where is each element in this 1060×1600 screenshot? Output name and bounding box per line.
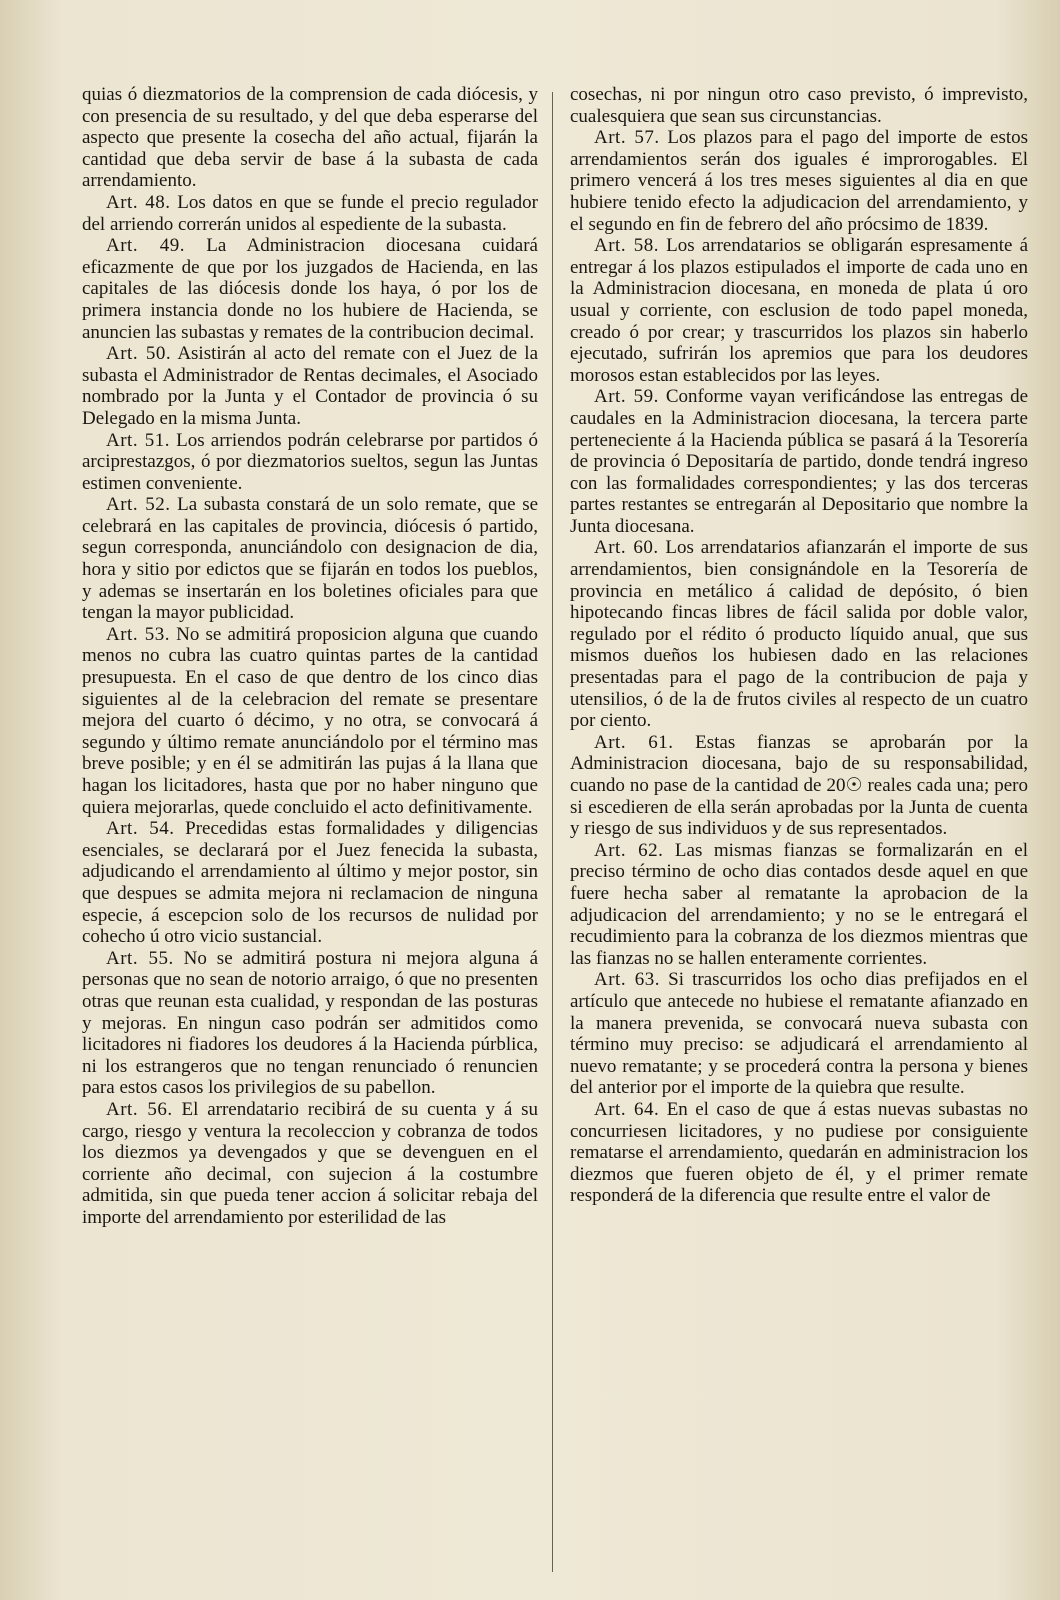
- article-text: El arrendatario recibirá de su cuenta y á su cargo, riesgo y ventura la recoleccion y cobranza de todos los diezmos ya devengados y que se devenguen en el corriente año decimal, con sujecion á la costumbre admitida, sin que pueda tener accion á solicitar rebaja del importe del arrendamiento por esterilidad de las: [82, 1098, 538, 1228]
- article-53: [82, 624, 538, 818]
- article-label: Art. 49.: [106, 235, 186, 257]
- article-label: Art. 52.: [106, 494, 171, 516]
- article-text: La subasta constará de un solo remate, que se celebrará en las capitales de provincia, diócesis ó partido, segun corresponda, anunciándolo con designacion de dia, hora y sitio por edictos que se fijarán en todos los pueblos, y ademas se insertarán en los boletines oficiales para que tengan la mayor publicidad.: [82, 494, 539, 624]
- article-label: Art. 60.: [594, 537, 659, 559]
- article-label: Art. 50.: [106, 343, 172, 365]
- column-divider: [552, 92, 553, 1572]
- article-48: [82, 192, 538, 235]
- article-label: Art. 53.: [106, 623, 170, 645]
- article-55: [82, 948, 538, 1099]
- article-text: Las mismas fianzas se formalizarán en el preciso término de ocho dias contados desde aquel en que fuere hecha saber al rematante la aprobacion de la adjudicacion del arrendamiento; y no se le entregará el recudimiento para la cobranza de los diezmos mientras que las fianzas no se hallen enteramente corrientes.: [570, 839, 1029, 969]
- article-63: [570, 969, 1028, 1099]
- article-text: Los arrendatarios se obligarán espresamente á entregar á los plazos estipulados el importe de cada uno en la Administracion diocesana, en moneda de plata ú oro usual y corriente, con esclusion de todo papel moneda, creado ó por crear; y trascurridos los plazos sin haberlo ejecutado, sufrirán los apremios que para los deudores morosos estan establecidos por las leyes.: [570, 235, 1029, 386]
- article-label: Art. 51.: [106, 429, 170, 451]
- article-label: Art. 54.: [106, 818, 175, 840]
- article-64: [570, 1099, 1028, 1207]
- article-text: Los plazos para el pago del importe de estos arrendamientos serán dos iguales é improrogables. El primero vencerá á los tres meses siguientes al dia en que hubiere tenido efecto la adjudicacion del arrendamiento, y el segundo en fin de febrero del año prócsimo de 1839.: [570, 127, 1029, 235]
- article-text: Los arriendos podrán celebrarse por partidos ó arciprestazgos, ó por diezmatorios sueltos, segun las Juntas estimen conveniente.: [82, 429, 539, 494]
- article-59: [570, 386, 1028, 537]
- article-text: Asistirán al acto del remate con el Juez de la subasta el Administrador de Rentas decimales, el Asociado nombrado por la Junta y el Contador de provincia ó su Delegado en la misma Junta.: [82, 343, 539, 429]
- article-label: Art. 58.: [594, 235, 659, 257]
- article-52: [82, 494, 538, 624]
- left-column: [82, 84, 538, 1228]
- article-label: Art. 56.: [106, 1098, 173, 1120]
- article-text: Estas fianzas se aprobarán por la Administracion diocesana, bajo de su responsabilidad, cuando no pase de la cantidad de 20☉ reales cada una; pero si escedieren de ella serán aprobadas por la Junta de cuenta y riesgo de sus individuos y de sus representados.: [570, 731, 1029, 840]
- article-50: [82, 343, 538, 429]
- article-text: No se admitirá postura ni mejora alguna á personas que no sean de notorio arraigo, ó que no presenten otras que reunan esta cualidad, y respondan de las posturas y mejoras. En ningun caso podrán ser admitidos como licitadores ni fiadores los deudores á la Hacienda púrblica, ni los estrangeros que no tengan renunciado ó renuncien para estos casos los privilegios de su pabellon.: [82, 947, 538, 1099]
- article-label: Art. 61.: [594, 731, 674, 753]
- article-61: [570, 732, 1028, 840]
- article-text: En el caso de que á estas nuevas subastas no concurriesen licitadores, y no pudiese por consiguiente rematarse el arrendamiento, quedarán en administracion los diezmos que fueren objeto de él, y el primer remate responderá de la diferencia que resulte entre el valor de: [570, 1098, 1029, 1207]
- article-label: Art. 55.: [106, 947, 174, 969]
- article-56: [82, 1099, 538, 1229]
- article-text: Los arrendatarios afianzarán el importe de sus arrendamientos, bien consignándole en la Tesorería de provincia en metálico á calidad de depósito, ó bien hipotecando fincas libres de fácil salida por doble valor, regulado por el rédito ó producto líquido anual, que sus mismos dueños los hubiesen dado en las relaciones presentadas para el pago de la contribucion de paja y utensilios, ó de la de frutos civiles al respecto de un cuatro por ciento.: [570, 537, 1028, 732]
- right-continuation-text: cosechas, ni por ningun otro caso previsto, ó imprevisto, cualesquiera que sean sus circunstancias.: [570, 84, 1028, 127]
- article-text: Los datos en que se funde el precio regulador del arriendo correrán unidos al espediente de la subasta.: [82, 191, 539, 235]
- article-text: Si trascurridos los ocho dias prefijados en el artículo que antecede no hubiese el rematante afianzado en la manera prevenida, se convocará nueva subasta con término muy preciso: se adjudicará el arrendamiento al nuevo rematante; y se procederá contra la persona y bienes del anterior por el importe de la quiebra que resulte.: [570, 969, 1029, 1099]
- article-51: [82, 430, 538, 495]
- article-text: Precedidas estas formalidades y diligencias esenciales, se declarará por el Juez fenecida la subasta, adjudicando el arrendamiento al último y mejor postor, sin que despues se admita mejora ni reclamacion de ninguna especie, á escepcion solo de los recursos de nulidad por cohecho ú otro vicio sustancial.: [82, 818, 538, 948]
- article-text: Conforme vayan verificándose las entregas de caudales en la Administracion diocesana, la tercera parte perteneciente á la Hacienda pública se pasará á la Tesorería de provincia ó Depositaría de partido, donde tendrá ingreso con las formalidades correspondientes; y las dos terceras partes restantes se entregarán al Depositario que nombre la Junta diocesana.: [570, 386, 1028, 537]
- article-62: [570, 840, 1028, 970]
- article-label: Art. 62.: [594, 839, 664, 861]
- article-57: [570, 127, 1028, 235]
- article-54: [82, 818, 538, 948]
- article-label: Art. 48.: [106, 191, 171, 213]
- article-label: Art. 63.: [594, 969, 660, 991]
- article-49: [82, 235, 538, 343]
- right-column: [570, 84, 1028, 1207]
- article-label: Art. 59.: [594, 386, 659, 408]
- article-text: La Administracion diocesana cuidará eficazmente de que por los juzgados de Hacienda, en las capitales de las diócesis donde los haya, ó por los de primera instancia donde no los hubiere de Hacienda, se anuncien las subastas y remates de la contribucion decimal.: [82, 235, 538, 343]
- article-label: Art. 64.: [594, 1098, 660, 1120]
- article-label: Art. 57.: [594, 127, 660, 149]
- article-58: [570, 235, 1028, 386]
- left-continuation-text: quias ó diezmatorios de la comprension de cada diócesis, y con presencia de su resultado, y del que deba esperarse del aspecto que presente la cosecha del año actual, fijarán la cantidad que deba servir de base á la subasta de cada arrendamiento.: [82, 84, 538, 192]
- article-text: No se admitirá proposicion alguna que cuando menos no cubra las cuatro quintas partes de la cantidad presupuesta. En el caso de que dentro de los cinco dias siguientes al de la celebracion del remate se presentare mejora del cuarto ó décimo, y no otra, se convocará á segundo y último remate anunciándolo por el término mas breve posible; y en él se admitirán las pujas á la llana que hagan los licitadores, hasta que por no haber ninguno que quiera mejorarlas, quede concluido el acto definitivamente.: [82, 623, 539, 818]
- article-60: [570, 537, 1028, 731]
